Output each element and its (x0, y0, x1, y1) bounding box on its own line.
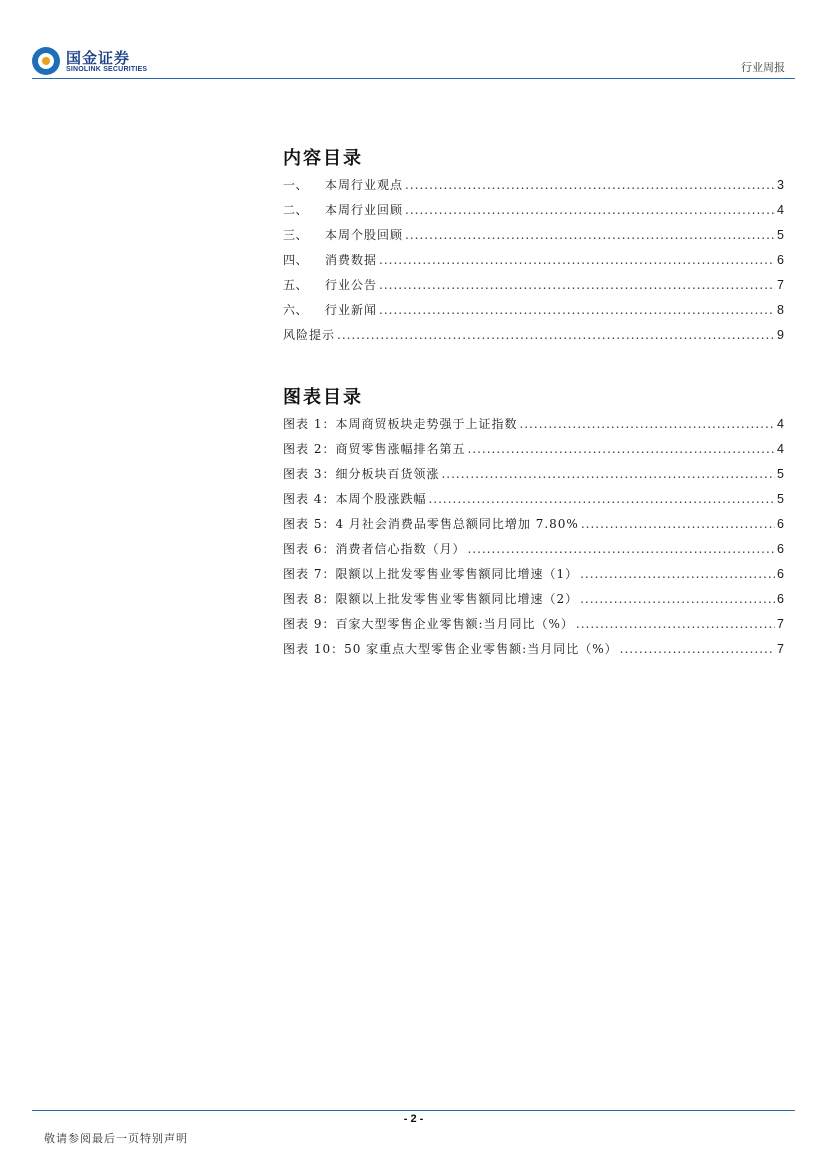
contents-entry-number: 五、 (283, 278, 309, 292)
figure-entry[interactable] (283, 615, 784, 640)
page-number: - 2 - (403, 1113, 424, 1125)
contents-entry-page: 3 (777, 178, 784, 192)
contents-entry-page: 9 (777, 328, 784, 342)
leader-dots (405, 203, 775, 217)
logo-english-name: SINOLINK SECURITIES (66, 66, 148, 73)
figure-entry-text: 图表 9：百家大型零售企业零售额:当月同比（%） (283, 617, 574, 631)
contents-entry-text: 本周行业观点 (325, 178, 404, 192)
leader-dots (620, 642, 775, 656)
contents-entry-number: 四、 (283, 253, 309, 267)
figure-entry-page: 6 (777, 542, 784, 556)
contents-entry[interactable] (283, 226, 784, 251)
leader-dots (379, 253, 775, 267)
figure-entry-page: 6 (777, 567, 784, 581)
figure-entry-text: 图表 2：商贸零售涨幅排名第五 (283, 442, 466, 456)
figure-entry-page: 4 (777, 442, 784, 456)
company-logo (32, 47, 162, 79)
leader-dots (405, 178, 775, 192)
figure-entry[interactable] (283, 640, 784, 665)
leader-dots (581, 517, 775, 531)
contents-entry-page: 6 (777, 253, 784, 267)
contents-entry-text: 行业新闻 (325, 303, 378, 317)
figure-entry-text: 图表 6：消费者信心指数（月） (283, 542, 466, 556)
figure-entry[interactable] (283, 590, 784, 615)
contents-list (283, 176, 784, 351)
figure-entry-page: 7 (777, 617, 784, 631)
figure-entry-page: 6 (777, 592, 784, 606)
leader-dots (405, 228, 775, 242)
figure-entry-page: 6 (777, 517, 784, 531)
figure-entry-page: 7 (777, 642, 784, 656)
contents-entry[interactable] (283, 326, 784, 351)
leader-dots (441, 467, 775, 481)
leader-dots (467, 542, 775, 556)
figure-entry[interactable] (283, 415, 784, 440)
figure-entry[interactable] (283, 465, 784, 490)
figure-entry[interactable] (283, 540, 784, 565)
report-type-label: 行业周报 (741, 61, 785, 74)
figures-title: 图表目录 (283, 387, 363, 408)
leader-dots (428, 492, 775, 506)
contents-entry-page: 8 (777, 303, 784, 317)
figure-entry-text: 图表 4：本周个股涨跌幅 (283, 492, 427, 506)
leader-dots (467, 442, 775, 456)
contents-entry-text: 行业公告 (325, 278, 378, 292)
contents-entry[interactable] (283, 276, 784, 301)
contents-title: 内容目录 (283, 148, 363, 169)
contents-entry-number: 六、 (283, 303, 309, 317)
leader-dots (519, 417, 775, 431)
figure-entry-page: 5 (777, 467, 784, 481)
contents-entry[interactable] (283, 176, 784, 201)
figures-list (283, 415, 784, 665)
figure-entry-page: 5 (777, 492, 784, 506)
figure-entry[interactable] (283, 515, 784, 540)
logo-mark-icon (32, 47, 60, 75)
contents-entry-number: 二、 (283, 203, 309, 217)
leader-dots (576, 617, 775, 631)
contents-entry[interactable] (283, 301, 784, 326)
leader-dots (337, 328, 775, 342)
header-divider (32, 78, 795, 79)
figure-entry-text: 图表 10：50 家重点大型零售企业零售额:当月同比（%） (283, 642, 618, 656)
figure-entry-text: 图表 5：4 月社会消费品零售总额同比增加 7.80% (283, 517, 579, 531)
figure-entry-text: 图表 8：限额以上批发零售业零售额同比增速（2） (283, 592, 579, 606)
contents-entry[interactable] (283, 201, 784, 226)
page-header (0, 0, 827, 82)
contents-entry-page: 4 (777, 203, 784, 217)
figure-entry[interactable] (283, 490, 784, 515)
figure-entry-text: 图表 7：限额以上批发零售业零售额同比增速（1） (283, 567, 579, 581)
figure-entry-text: 图表 1：本周商贸板块走势强于上证指数 (283, 417, 518, 431)
contents-entry-number: 一、 (283, 178, 309, 192)
figure-entry[interactable] (283, 440, 784, 465)
contents-entry-text: 风险提示 (283, 328, 336, 342)
contents-entry-text: 本周行业回顾 (325, 203, 404, 217)
leader-dots (379, 278, 775, 292)
figure-entry-text: 图表 3：细分板块百货领涨 (283, 467, 440, 481)
contents-entry-text: 本周个股回顾 (325, 228, 404, 242)
leader-dots (379, 303, 775, 317)
leader-dots (580, 592, 775, 606)
contents-entry-page: 5 (777, 228, 784, 242)
contents-entry-text: 消费数据 (325, 253, 378, 267)
disclaimer-note: 敬请参阅最后一页特别声明 (44, 1132, 188, 1145)
contents-entry-number: 三、 (283, 228, 309, 242)
contents-entry[interactable] (283, 251, 784, 276)
footer-divider (32, 1110, 795, 1111)
figure-entry-page: 4 (777, 417, 784, 431)
logo-chinese-name: 国金证券 (66, 49, 131, 67)
figure-entry[interactable] (283, 565, 784, 590)
contents-entry-page: 7 (777, 278, 784, 292)
leader-dots (580, 567, 775, 581)
